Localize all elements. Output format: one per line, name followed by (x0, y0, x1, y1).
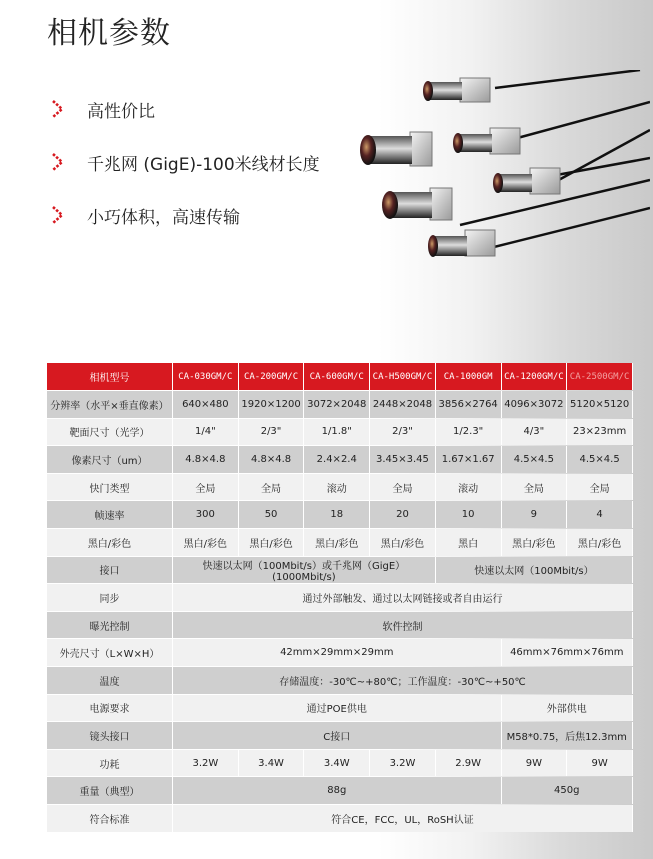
feature-item (47, 203, 240, 227)
table-cell: 3.45×3.45 (370, 446, 436, 473)
table-cell: 50 (239, 501, 305, 528)
table-row (47, 750, 633, 777)
feature-text: 千兆网 (GigE)-100米线材长度 (87, 154, 320, 175)
table-cell: 滚动 (436, 474, 502, 501)
table-cell: 黑白/彩色 (304, 529, 370, 556)
table-row (47, 805, 633, 832)
table-cell: 42mm×29mm×29mm (173, 639, 502, 666)
table-cell: 3856×2764 (436, 391, 502, 418)
table-cell: 1.67×1.67 (436, 446, 502, 473)
header-cell: CA-030GM/C (173, 363, 239, 390)
spec-table (47, 362, 633, 833)
chevron-right-icon (47, 151, 69, 173)
row-label: 电源要求 (47, 695, 173, 722)
table-cell: 4096×3072 (502, 391, 568, 418)
table-cell: 4.8×4.8 (239, 446, 305, 473)
table-row (47, 474, 633, 501)
table-row (47, 391, 633, 418)
table-cell: 640×480 (173, 391, 239, 418)
table-cell: 4.8×4.8 (173, 446, 239, 473)
page-title: 相机参数 (47, 16, 171, 51)
table-cell: 黑白/彩色 (239, 529, 305, 556)
table-cell: 3.4W (304, 750, 370, 777)
header-cell: CA-1200GM/C (502, 363, 568, 390)
table-cell: 9W (502, 750, 568, 777)
table-cell: 2.9W (436, 750, 502, 777)
table-cell: C接口 (173, 722, 502, 749)
table-row (47, 419, 633, 446)
table-cell: 46mm×76mm×76mm (502, 639, 633, 666)
camera-product-image (350, 70, 650, 310)
table-row (47, 501, 633, 528)
table-cell: 4 (567, 501, 633, 528)
table-cell: 2.4×2.4 (304, 446, 370, 473)
feature-text: 高性价比 (87, 101, 155, 122)
table-cell: 5120×5120 (567, 391, 633, 418)
row-label: 曝光控制 (47, 612, 173, 639)
table-cell: 10 (436, 501, 502, 528)
row-label: 接口 (47, 557, 173, 584)
table-cell: 2/3" (239, 419, 305, 446)
row-label: 符合标准 (47, 805, 173, 832)
header-cell: CA-H500GM/C (370, 363, 436, 390)
table-cell: 20 (370, 501, 436, 528)
table-row (47, 529, 633, 556)
table-row (47, 695, 633, 722)
row-label: 同步 (47, 584, 173, 611)
table-cell: 快速以太网（100Mbit/s） (436, 557, 633, 584)
table-cell: 4.5×4.5 (502, 446, 568, 473)
table-cell: 23×23mm (567, 419, 633, 446)
table-cell: 黑白 (436, 529, 502, 556)
table-cell: 1/1.8" (304, 419, 370, 446)
table-cell: 通过外部触发、通过以太网链接或者自由运行 (173, 584, 633, 611)
row-label: 重量（典型） (47, 777, 173, 804)
row-label: 快门类型 (47, 474, 173, 501)
table-row (47, 557, 633, 584)
table-cell: M58*0.75，后焦12.3mm (502, 722, 633, 749)
table-cell: 全局 (567, 474, 633, 501)
table-cell: 1/2.3" (436, 419, 502, 446)
table-row (47, 722, 633, 749)
header-cell: 相机型号 (47, 363, 173, 390)
table-cell: 黑白/彩色 (173, 529, 239, 556)
table-row (47, 446, 633, 473)
header-cell: CA-200GM/C (239, 363, 305, 390)
feature-item (47, 150, 320, 174)
table-cell: 9 (502, 501, 568, 528)
row-label: 帧速率 (47, 501, 173, 528)
table-cell: 450g (502, 777, 633, 804)
table-cell: 黑白/彩色 (567, 529, 633, 556)
table-cell: 快速以太网（100Mbit/s）或千兆网（GigE）(1000Mbit/s) (173, 557, 436, 584)
table-cell: 300 (173, 501, 239, 528)
table-cell: 全局 (239, 474, 305, 501)
table-cell: 全局 (173, 474, 239, 501)
table-cell: 1920×1200 (239, 391, 305, 418)
table-cell: 1/4" (173, 419, 239, 446)
row-label: 温度 (47, 667, 173, 694)
table-cell: 4.5×4.5 (567, 446, 633, 473)
row-label: 外壳尺寸（L×W×H） (47, 639, 173, 666)
chevron-right-icon (47, 204, 69, 226)
table-cell: 88g (173, 777, 502, 804)
table-row (47, 584, 633, 611)
table-cell: 3.2W (370, 750, 436, 777)
row-label: 功耗 (47, 750, 173, 777)
header-cell: CA-600GM/C (304, 363, 370, 390)
table-row (47, 777, 633, 804)
table-cell: 软件控制 (173, 612, 633, 639)
feature-text: 小巧体积，高速传输 (87, 207, 240, 228)
table-cell: 通过POE供电 (173, 695, 502, 722)
table-cell: 符合CE，FCC，UL，RoSH认证 (173, 805, 633, 832)
table-row (47, 612, 633, 639)
row-label: 靶面尺寸（光学） (47, 419, 173, 446)
table-cell: 存储温度：-30℃~+80℃；工作温度：-30℃~+50℃ (173, 667, 633, 694)
table-cell: 全局 (502, 474, 568, 501)
table-cell: 2/3" (370, 419, 436, 446)
feature-item (47, 97, 155, 121)
row-label: 黑白/彩色 (47, 529, 173, 556)
chevron-right-icon (47, 98, 69, 120)
table-cell: 3.4W (239, 750, 305, 777)
table-cell: 黑白/彩色 (502, 529, 568, 556)
table-cell: 3072×2048 (304, 391, 370, 418)
table-row (47, 667, 633, 694)
table-cell: 全局 (370, 474, 436, 501)
table-cell: 18 (304, 501, 370, 528)
row-label: 分辨率（水平×垂直像素） (47, 391, 173, 418)
row-label: 镜头接口 (47, 722, 173, 749)
header-cell: CA-1000GM (436, 363, 502, 390)
table-cell: 4/3" (502, 419, 568, 446)
table-cell: 3.2W (173, 750, 239, 777)
row-label: 像素尺寸（um） (47, 446, 173, 473)
table-row (47, 639, 633, 666)
table-cell: 外部供电 (502, 695, 633, 722)
header-cell: CA-2500GM/C (567, 363, 633, 390)
table-cell: 2448×2048 (370, 391, 436, 418)
table-cell: 滚动 (304, 474, 370, 501)
table-cell: 黑白/彩色 (370, 529, 436, 556)
table-header-row (47, 363, 633, 390)
table-cell: 9W (567, 750, 633, 777)
